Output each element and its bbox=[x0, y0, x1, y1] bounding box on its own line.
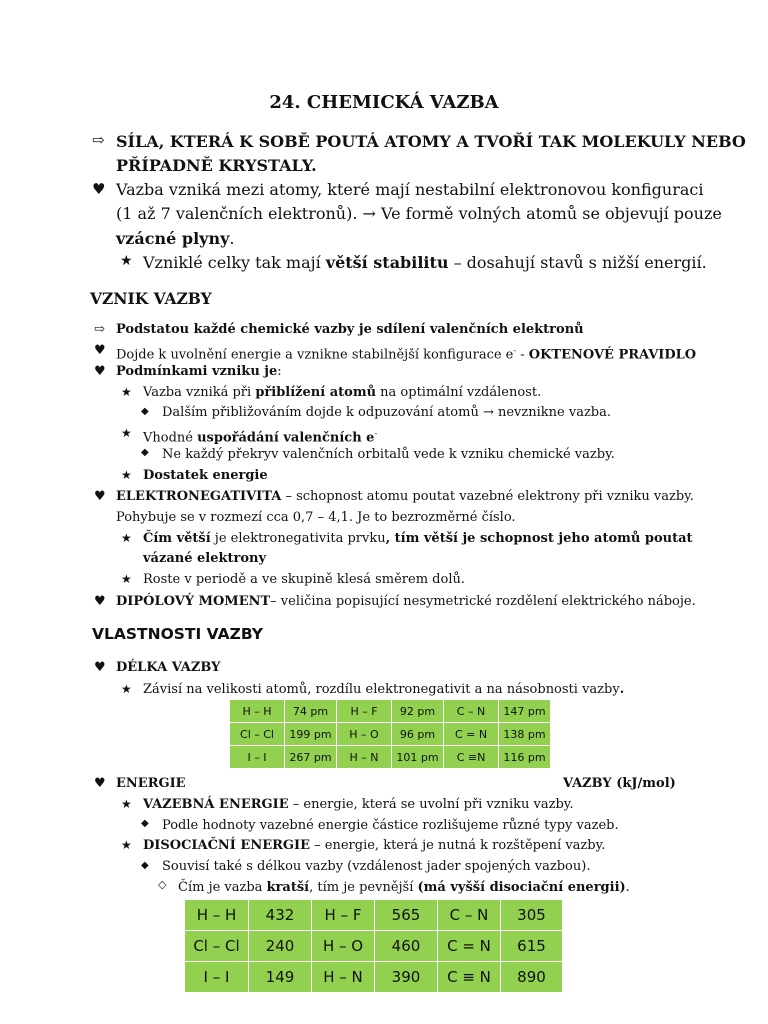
table-value-cell: 460 bbox=[375, 931, 438, 962]
vznik-line-8: Dostatek energie bbox=[143, 468, 268, 483]
heart-bullet-icon: ♥ bbox=[94, 343, 106, 358]
heart-bullet-icon: ♥ bbox=[94, 660, 106, 675]
table-bond-cell: H – F bbox=[337, 700, 392, 723]
vznik-line-4: Vazba vzniká při přiblížení atomů na optimální vzdálenost. bbox=[143, 385, 542, 400]
star-bullet-icon: ★ bbox=[121, 838, 132, 852]
table-bond-cell: I – I bbox=[230, 746, 285, 769]
disociacni-energie-sub2: Čím je vazba kratší, tím je pevnější (má vyšší disociační energii). bbox=[178, 880, 630, 895]
table-value-cell: 565 bbox=[375, 900, 438, 931]
table-value-cell: 116 pm bbox=[499, 746, 551, 769]
star-bullet-icon: ★ bbox=[121, 468, 132, 482]
vznik-line-6: Vhodné uspořádání valenčních e- bbox=[143, 429, 378, 446]
table-value-cell: 92 pm bbox=[392, 700, 444, 723]
table-value-cell: 96 pm bbox=[392, 723, 444, 746]
vazebna-energie-sub: Podle hodnoty vazebné energie částice rozlišujeme různé typy vazeb. bbox=[162, 818, 619, 833]
vznik-line-12: vázané elektrony bbox=[143, 551, 267, 566]
disociacni-energie-sub: Souvisí také s délkou vazby (vzdálenost jader spojených vazbou). bbox=[162, 859, 591, 874]
page-title: 24. CHEMICKÁ VAZBA bbox=[269, 92, 499, 113]
hollow-diamond-bullet-icon: ◇ bbox=[158, 878, 167, 891]
table-value-cell: 615 bbox=[501, 931, 563, 962]
table-value-cell: 267 pm bbox=[285, 746, 337, 769]
energie-label: ENERGIE bbox=[116, 776, 186, 791]
intro-paragraph-line-3: vzácné plyny. bbox=[116, 229, 235, 248]
table-value-cell: 390 bbox=[375, 962, 438, 993]
table-value-cell: 199 pm bbox=[285, 723, 337, 746]
table-value-cell: 432 bbox=[249, 900, 312, 931]
table-bond-cell: H – N bbox=[337, 746, 392, 769]
diamond-bullet-icon: ◆ bbox=[141, 860, 149, 871]
table-value-cell: 305 bbox=[501, 900, 563, 931]
star-bullet-icon: ★ bbox=[120, 253, 133, 269]
table-bond-cell: H – N bbox=[312, 962, 375, 993]
table-row bbox=[185, 962, 563, 993]
vznik-line-14: DIPÓLOVÝ MOMENT– veličina popisující nesymetrické rozdělení elektrického náboje. bbox=[116, 594, 696, 609]
delka-vazby-label: DÉLKA VAZBY bbox=[116, 660, 221, 675]
diamond-bullet-icon: ◆ bbox=[141, 406, 149, 417]
intro-star-line: Vzniklé celky tak mají větší stabilitu – dosahují stavů s nižší energií. bbox=[143, 253, 707, 272]
star-bullet-icon: ★ bbox=[121, 385, 132, 399]
table-value-cell: 138 pm bbox=[499, 723, 551, 746]
table-bond-cell: H – O bbox=[312, 931, 375, 962]
table-bond-cell: C = N bbox=[438, 931, 501, 962]
vznik-line-9: ELEKTRONEGATIVITA – schopnost atomu poutat vazebné elektrony při vzniku vazby. bbox=[116, 489, 694, 504]
vazebna-energie-line: VAZEBNÁ ENERGIE – energie, která se uvolní při vzniku vazby. bbox=[143, 797, 574, 812]
intro-arrow-line-1: SÍLA, KTERÁ K SOBĚ POUTÁ ATOMY A TVOŘÍ TAK MOLEKULY NEBO bbox=[116, 132, 746, 151]
table-row bbox=[230, 700, 551, 723]
star-bullet-icon: ★ bbox=[121, 426, 132, 440]
table-value-cell: 890 bbox=[501, 962, 563, 993]
table-bond-cell: C ≡N bbox=[444, 746, 499, 769]
vznik-line-2: Dojde k uvolnění energie a vznikne stabilnější konfigurace e- - OKTENOVÉ PRAVIDLO bbox=[116, 346, 697, 363]
section-heading-vznik: VZNIK VAZBY bbox=[90, 289, 212, 308]
vznik-line-13: Roste v periodě a ve skupině klesá směrem dolů. bbox=[143, 572, 465, 587]
heart-bullet-icon: ♥ bbox=[94, 594, 106, 609]
intro-arrow-line-2: PŘÍPADNĚ KRYSTALY. bbox=[116, 156, 317, 175]
vznik-line-11: Čím větší je elektronegativita prvku, tím větší je schopnost jeho atomů poutat bbox=[143, 531, 693, 546]
vznik-line-3: Podmínkami vzniku je: bbox=[116, 364, 282, 379]
table-bond-cell: C – N bbox=[444, 700, 499, 723]
table-value-cell: 101 pm bbox=[392, 746, 444, 769]
star-bullet-icon: ★ bbox=[121, 531, 132, 545]
table-bond-cell: Cl – Cl bbox=[230, 723, 285, 746]
diamond-bullet-icon: ◆ bbox=[141, 447, 149, 458]
section-heading-vlastnosti: VLASTNOSTI VAZBY bbox=[92, 625, 264, 643]
bond-energy-table bbox=[184, 899, 563, 993]
vznik-line-7: Ne každý překryv valenčních orbitalů vede k vzniku chemické vazby. bbox=[162, 447, 615, 462]
heart-bullet-icon: ♥ bbox=[94, 776, 106, 791]
table-value-cell: 240 bbox=[249, 931, 312, 962]
delka-vazby-description: Závisí na velikosti atomů, rozdílu elektronegativit a na násobnosti vazby. bbox=[143, 682, 625, 697]
diamond-bullet-icon: ◆ bbox=[141, 818, 149, 829]
arrow-bullet-icon: ⇨ bbox=[94, 322, 105, 337]
star-bullet-icon: ★ bbox=[121, 797, 132, 811]
vznik-line-10: Pohybuje se v rozmezí cca 0,7 – 4,1. Je to bezrozměrné číslo. bbox=[116, 510, 516, 525]
table-bond-cell: C = N bbox=[444, 723, 499, 746]
table-bond-cell: H – H bbox=[185, 900, 249, 931]
star-bullet-icon: ★ bbox=[121, 572, 132, 586]
disociacni-energie-line: DISOCIAČNÍ ENERGIE – energie, která je nutná k rozštěpení vazby. bbox=[143, 838, 606, 853]
intro-paragraph-line-2: (1 až 7 valenčních elektronů). → Ve formě volných atomů se objevují pouze bbox=[116, 204, 722, 223]
intro-bold-term: vzácné plyny bbox=[116, 229, 230, 248]
table-value-cell: 149 bbox=[249, 962, 312, 993]
table-value-cell: 74 pm bbox=[285, 700, 337, 723]
heart-bullet-icon: ♥ bbox=[94, 364, 106, 379]
heart-bullet-icon: ♥ bbox=[94, 489, 106, 504]
arrow-bullet-icon: ⇨ bbox=[92, 131, 105, 149]
table-bond-cell: I – I bbox=[185, 962, 249, 993]
table-row bbox=[230, 746, 551, 769]
vznik-line-5: Dalším přibližováním dojde k odpuzování atomů → nevznikne vazba. bbox=[162, 405, 611, 420]
table-value-cell: 147 pm bbox=[499, 700, 551, 723]
star-bullet-icon: ★ bbox=[121, 682, 132, 696]
table-row bbox=[230, 723, 551, 746]
table-row bbox=[185, 900, 563, 931]
bond-length-table bbox=[229, 699, 551, 769]
table-bond-cell: H – O bbox=[337, 723, 392, 746]
heart-bullet-icon: ♥ bbox=[92, 180, 106, 198]
table-bond-cell: H – F bbox=[312, 900, 375, 931]
vznik-line-1: Podstatou každé chemické vazby je sdílení valenčních elektronů bbox=[116, 322, 584, 337]
intro-paragraph-line-1: Vazba vzniká mezi atomy, které mají nestabilní elektronovou konfiguraci bbox=[116, 180, 704, 199]
table-bond-cell: Cl – Cl bbox=[185, 931, 249, 962]
table-row bbox=[185, 931, 563, 962]
table-bond-cell: H – H bbox=[230, 700, 285, 723]
table-bond-cell: C ≡ N bbox=[438, 962, 501, 993]
table-bond-cell: C – N bbox=[438, 900, 501, 931]
energie-units-label: VAZBY (kJ/mol) bbox=[563, 776, 676, 791]
